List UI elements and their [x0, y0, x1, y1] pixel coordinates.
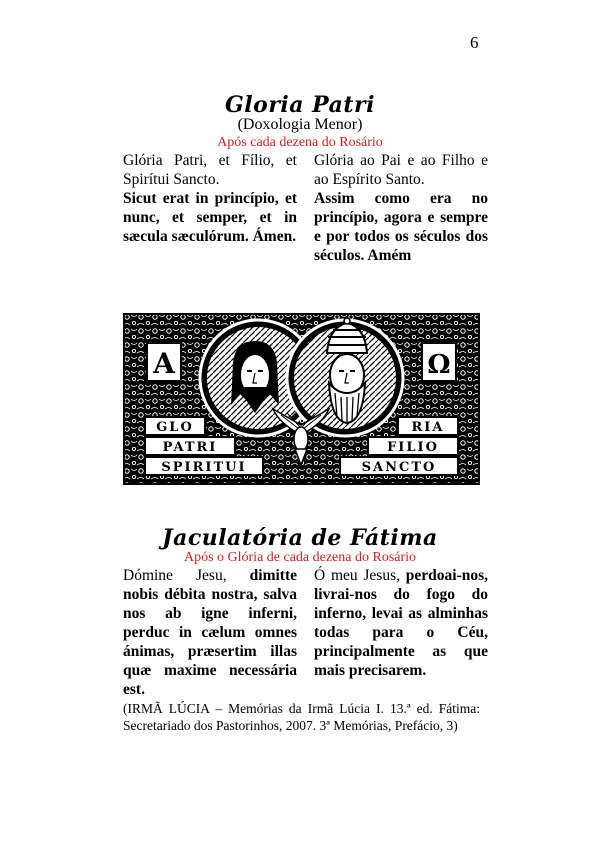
gloria-latin-plain: Glória Patri, et Fílio, et Spirítui Sancto.: [123, 152, 297, 188]
banner-sancto: [340, 457, 458, 475]
jaculatoria-latin-bold: dimitte nobis débita nostra, salva nos ab igne inferni, perduc in cælum omnes ánimas, præsertim illas quæ maxime necessária est.: [123, 567, 297, 698]
jaculatoria-rubric: Após o Glória de cada dezena do Rosário: [183, 550, 417, 565]
jaculatoria-title: Jaculatória de Fátima: [162, 525, 438, 551]
jaculatoria-latin-paragraph: [123, 566, 297, 699]
gloria-portuguese-plain: Glória ao Pai e ao Filho e ao Espírito Santo.: [314, 152, 488, 188]
jaculatoria-latin-plain: Dómine Jesu,: [123, 567, 227, 584]
gloria-latin-column: [123, 151, 297, 246]
gloria-patri-title: Gloria Patri: [225, 92, 375, 118]
word-sancto: SANCTO: [361, 460, 437, 475]
word-glo: GLO: [156, 420, 194, 435]
trinity-emblem: [123, 313, 480, 485]
gloria-patri-subtitle: (Doxologia Menor): [237, 116, 363, 133]
banner-ria: [398, 417, 458, 435]
jaculatoria-portuguese-column: [314, 566, 488, 680]
citation: (IRMÃ LÚCIA – Memórias da Irmã Lúcia I. 13.ª ed. Fátima: Secretariado dos Pastorinhos, 2007. 3ª Memórias, Prefácio, 3): [123, 701, 480, 733]
gloria-portuguese-column: [314, 151, 488, 265]
banner-spiritui: [145, 457, 263, 475]
gloria-latin-bold: Sicut erat in princípio, et nunc, et semper, et in sæcula sæculórum. Ámen.: [123, 190, 297, 245]
father-figure: [327, 318, 367, 423]
jaculatoria-portuguese-plain: Ó meu Jesus,: [314, 567, 400, 584]
gloria-portuguese-bold: Assim como era no princípio, agora e sempre e por todos os séculos dos séculos. Amém: [314, 190, 488, 264]
gloria-patri-rubric: Após cada dezena do Rosário: [217, 135, 383, 150]
word-patri: PATRI: [162, 440, 218, 455]
word-filio: FILIO: [387, 440, 439, 455]
banner-glo: [145, 417, 205, 435]
banner-filio: [368, 437, 458, 455]
page-number: 6: [470, 33, 479, 52]
alpha-letter: A: [153, 347, 175, 380]
word-spiritui: SPIRITUI: [161, 460, 247, 475]
jaculatoria-portuguese-bold: perdoai-nos, livrai-nos do fogo do inferno, levai as alminhas todas para o Céu, principalmente as que mais precisarem.: [314, 567, 489, 679]
jaculatoria-latin-column: [123, 566, 297, 699]
banner-patri: [145, 437, 235, 455]
jaculatoria-portuguese-paragraph: [314, 566, 488, 680]
word-ria: RIA: [411, 420, 445, 435]
omega-letter: Ω: [427, 350, 451, 380]
